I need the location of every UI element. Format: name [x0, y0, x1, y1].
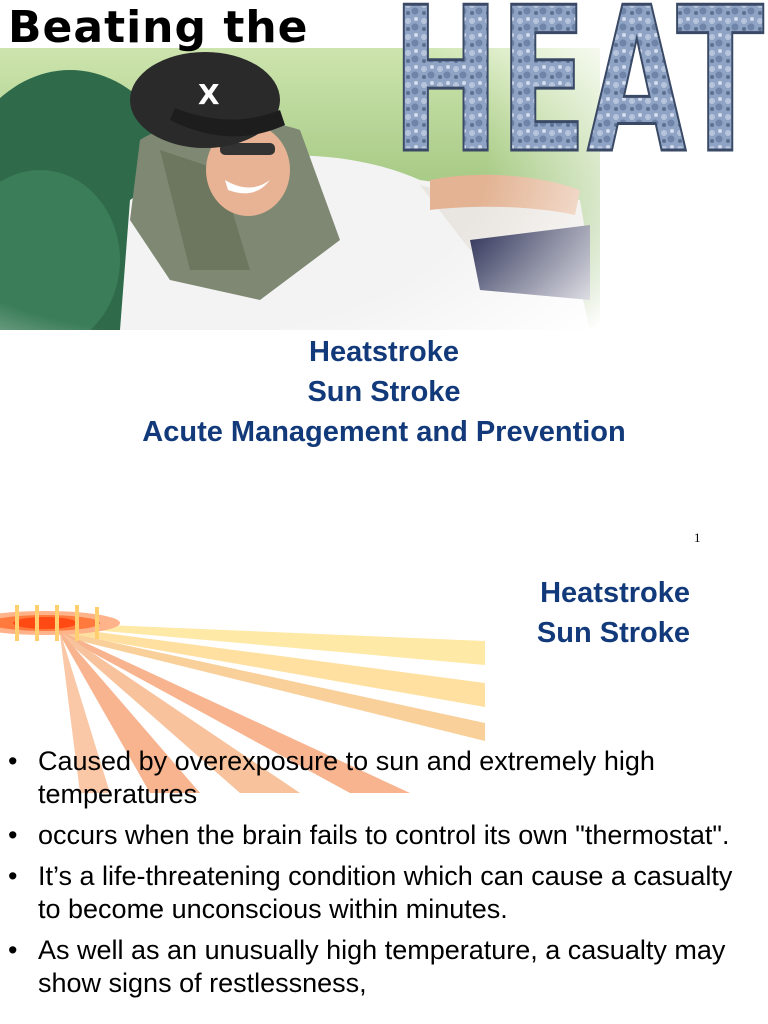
- bullet-item: • occurs when the brain fails to control its own "thermostat".: [8, 820, 730, 850]
- slide-1-title: [0, 332, 768, 452]
- headline-heat: HEAT: [392, 0, 764, 160]
- title-line-heatstroke: Heatstroke: [540, 577, 690, 609]
- bullet-dot-icon: •: [8, 820, 18, 850]
- bullet-dot-icon: •: [8, 935, 18, 965]
- bullet-item: • Caused by overexposure to sun and extremely high temperatures: [8, 746, 655, 809]
- title-line-heatstroke: Heatstroke: [309, 336, 459, 368]
- page-number: 1: [694, 530, 701, 545]
- bullet-dot-icon: •: [8, 746, 18, 776]
- heat-word-art: [388, 0, 768, 160]
- title-line-sun-stroke: Sun Stroke: [536, 617, 690, 649]
- slide-2-title: [537, 573, 690, 653]
- title-line-acute-management: Acute Management and Prevention: [142, 416, 626, 448]
- slide-2: [0, 548, 768, 1024]
- bullet-item: • It’s a life-threatening condition which can cause a casualty to become unconscious within minutes.: [8, 861, 733, 924]
- title-line-sun-stroke: Sun Stroke: [307, 376, 461, 408]
- bullet-dot-icon: •: [8, 861, 18, 891]
- bullet-list: [4, 745, 744, 1008]
- headline-beating-the: Beating the: [8, 2, 309, 53]
- bullet-item: • As well as an unusually high temperature, a casualty may show signs of restlessness,: [8, 935, 726, 998]
